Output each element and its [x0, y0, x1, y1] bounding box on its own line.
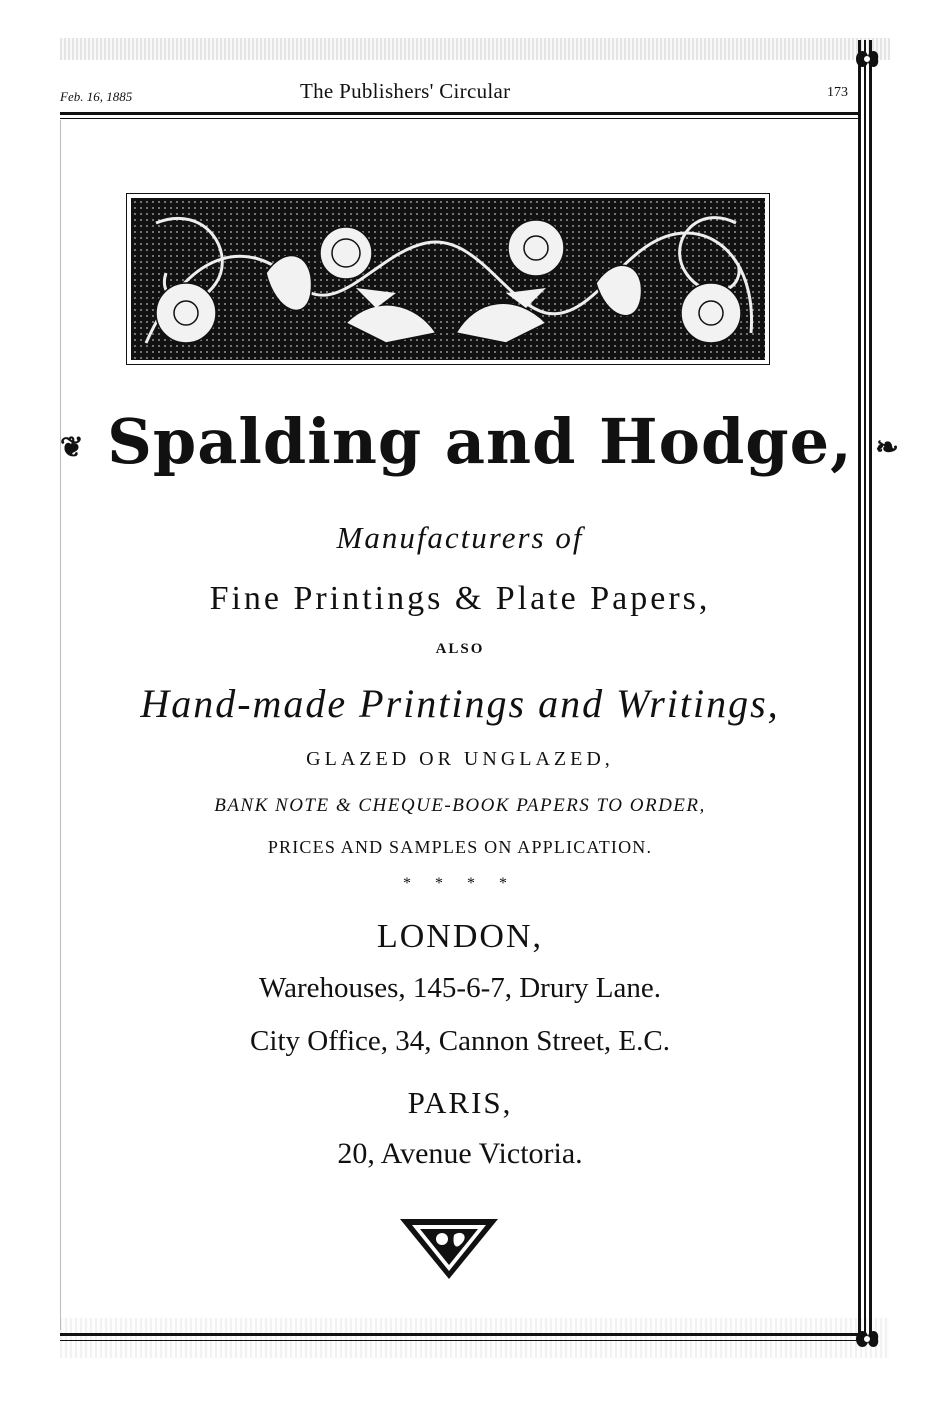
city-office-address: City Office, 34, Cannon Street, E.C. [250, 1025, 670, 1057]
manufacturers-of-line: Manufacturers of [336, 520, 584, 555]
footer-rule-thin [60, 1340, 860, 1341]
glazed-line: GLAZED OR UNGLAZED, [306, 748, 614, 770]
left-fleuron-icon: ❦ [60, 430, 85, 464]
page-border-right [858, 40, 872, 1340]
scan-edge-top [60, 38, 890, 60]
bank-note-line: BANK NOTE & CHEQUE-BOOK PAPERS TO ORDER, [214, 795, 706, 816]
firm-name [60, 405, 900, 478]
right-fleuron-icon: ❧ [875, 430, 900, 464]
scan-edge-bottom [60, 1318, 890, 1358]
journal-title: The Publishers' Circular [300, 79, 511, 103]
asterism-separator: * * * * [403, 875, 517, 892]
paris-address: 20, Avenue Victoria. [337, 1137, 583, 1170]
footer-rule-thick [60, 1333, 860, 1336]
warehouses-address: Warehouses, 145-6-7, Drury Lane. [259, 972, 661, 1004]
page-number: 173 [827, 85, 848, 100]
london-heading: LONDON, [376, 918, 544, 955]
firm-name-text: Spalding and Hodge, [107, 405, 853, 478]
running-head [60, 75, 860, 111]
handmade-line: Hand-made Printings and Writings, [140, 681, 780, 726]
decorative-banner-ornament [126, 193, 770, 365]
corner-ornament-top-icon [852, 46, 882, 72]
corner-ornament-bottom-icon [852, 1326, 882, 1352]
paris-heading: PARIS, [407, 1085, 513, 1120]
prices-line: PRICES AND SAMPLES ON APPLICATION. [267, 837, 653, 857]
tailpiece-ornament-icon [398, 1215, 500, 1281]
also-line: ALSO [435, 641, 485, 657]
products-line: Fine Printings & Plate Papers, [209, 580, 711, 617]
issue-date: Feb. 16, 1885 [60, 89, 133, 104]
header-rule-thin [60, 118, 858, 119]
header-rule-thick [60, 112, 858, 115]
